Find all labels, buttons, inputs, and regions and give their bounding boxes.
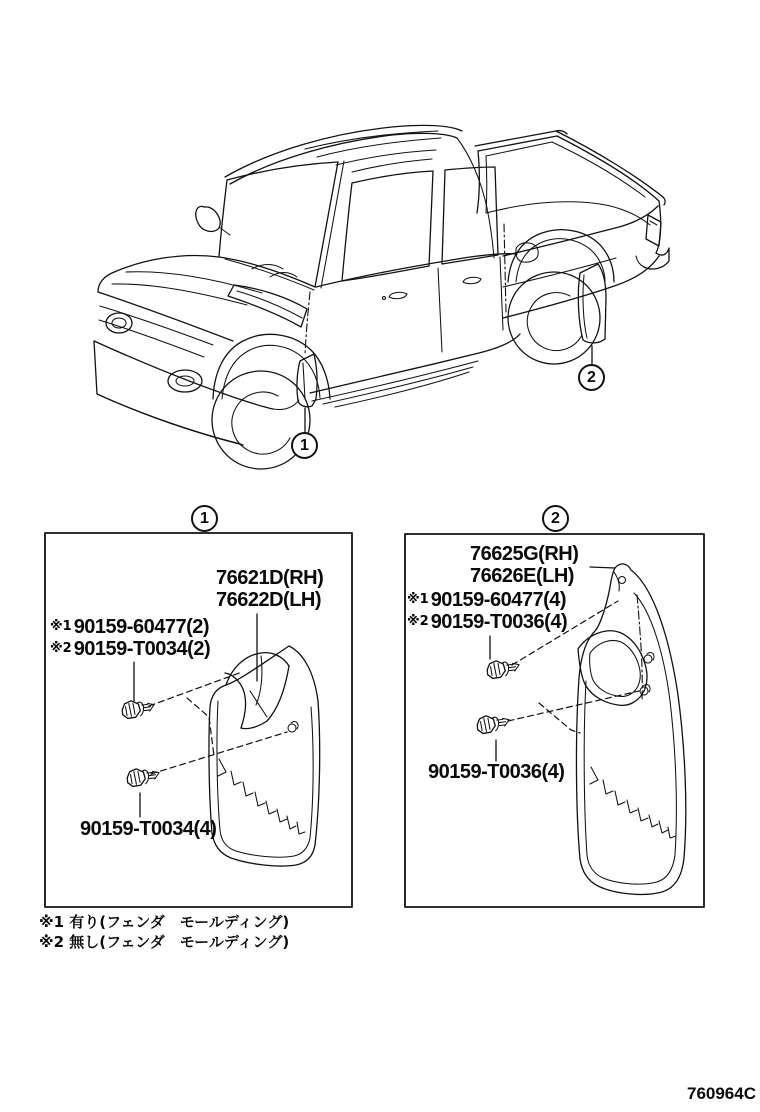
footnotes	[39, 912, 289, 952]
front-mudguard-shape	[209, 646, 320, 866]
truck-callout-1[interactable]: 1	[291, 432, 318, 459]
box2-fastener-option-2	[407, 611, 567, 633]
part-number-screw-option-1[interactable]: 90159-60477(2)	[73, 616, 210, 638]
box2-fastener-option-labels	[407, 589, 567, 633]
rear-mudguard-on-truck	[578, 264, 606, 343]
box2-mudguard-part-labels	[470, 543, 578, 587]
note-ref-2: ※2	[407, 614, 429, 629]
truck-callout-2[interactable]: 2	[578, 364, 605, 391]
drawing-code: 760964C	[686, 1084, 756, 1103]
box1-callout-1[interactable]: 1	[191, 505, 218, 532]
fog-lamp	[168, 370, 202, 392]
side-mirror	[196, 206, 230, 235]
part-number-rear-mudguard-rh[interactable]: 76625G(RH)	[470, 543, 579, 565]
note-ref-1: ※1	[407, 592, 429, 607]
part-number-front-lower-screws[interactable]: 90159-T0034(4)	[80, 818, 217, 840]
part-number-rear-mudguard-lh[interactable]: 76626E(LH)	[470, 565, 574, 587]
screw-lower-box1	[125, 763, 161, 788]
part-number-front-mudguard-rh[interactable]: 76621D(RH)	[216, 567, 324, 589]
footnote-2: ※2 無し(フェンダ モールディング)	[39, 933, 290, 951]
box1-fastener-option-1	[50, 616, 210, 638]
part-number-front-mudguard-lh[interactable]: 76622D(LH)	[216, 589, 322, 611]
part-number-screw-option-1[interactable]: 90159-60477(4)	[430, 589, 567, 611]
note-ref-1: ※1	[50, 619, 72, 634]
box1-fastener-option-labels	[50, 616, 210, 660]
part-number-screw-option-2[interactable]: 90159-T0036(4)	[430, 611, 568, 633]
footnote-1: ※1 有り(フェンダ モールディング)	[39, 913, 290, 931]
tail-lamp	[646, 215, 661, 246]
part-number-rear-lower-screws[interactable]: 90159-T0036(4)	[428, 761, 565, 783]
rear-mudguard-shape	[576, 564, 685, 895]
note-ref-2: ※2	[50, 641, 72, 656]
box2-fastener-option-1	[407, 589, 567, 611]
box1-mudguard-part-labels	[216, 567, 323, 611]
box1-fastener-option-2	[50, 638, 210, 660]
screw-upper-box1	[120, 695, 156, 720]
part-number-screw-option-2[interactable]: 90159-T0034(2)	[73, 638, 211, 660]
screw-lower-box2	[475, 710, 511, 735]
box2-callout-2[interactable]: 2	[542, 505, 569, 532]
truck-drawing	[94, 125, 669, 469]
